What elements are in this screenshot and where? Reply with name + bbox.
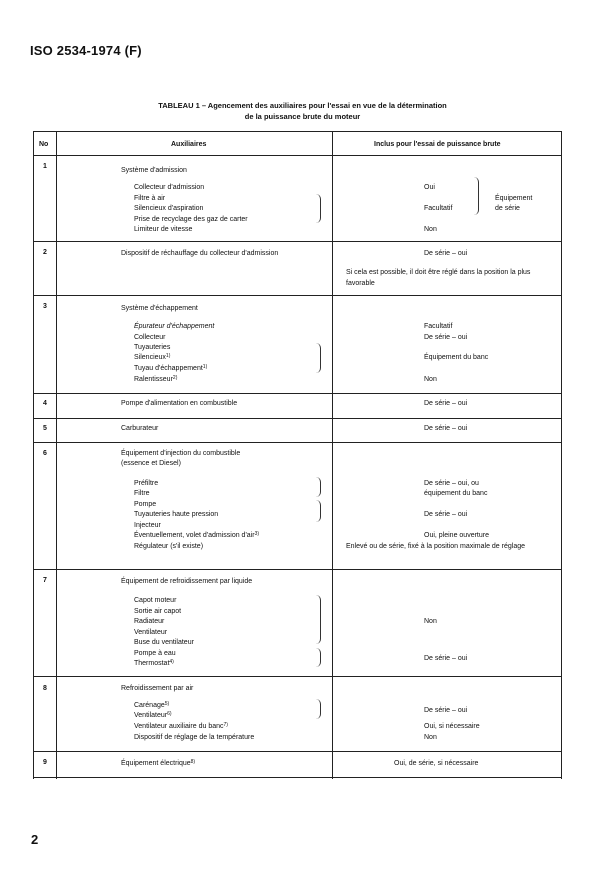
row-number: 8: [43, 685, 47, 692]
auxiliary-item-text: Silencieux: [134, 354, 166, 361]
row-divider: [34, 295, 561, 296]
footnote-ref: 4): [169, 659, 174, 665]
inclusion-value: équipement du banc: [424, 490, 488, 497]
auxiliary-item: [134, 702, 169, 710]
table-caption-line2: de la puissance brute du moteur: [244, 112, 361, 121]
inclusion-value: Équipement du banc: [424, 354, 489, 361]
row-divider: [34, 241, 561, 242]
auxiliary-item: Régulateur (s'il existe): [134, 543, 204, 550]
inclusion-value: De série – oui: [424, 425, 468, 432]
inclusion-value: De série – oui: [424, 655, 468, 662]
auxiliary-item: [134, 376, 177, 384]
brace: [316, 194, 321, 223]
auxiliary-item: Injecteur: [134, 522, 161, 529]
inclusion-value: Facultatif: [424, 323, 453, 330]
row-title-text: Équipement électrique: [121, 760, 191, 767]
brace: [316, 699, 321, 719]
inclusion-value: De série – oui: [424, 707, 468, 714]
inclusion-value: Oui, pleine ouverture: [424, 532, 489, 539]
row-subtitle: (essence et Diesel): [121, 460, 181, 467]
inclusion-value: Non: [424, 226, 437, 233]
inclusion-value: De série – oui: [424, 400, 468, 407]
row-divider: [34, 676, 561, 677]
footnote-ref: 7): [223, 722, 228, 728]
row-title: Carburateur: [121, 425, 159, 432]
column-divider: [56, 132, 57, 779]
brace: [316, 648, 321, 667]
row-title: Dispositif de réchauffage du collecteur d'admission: [121, 250, 279, 257]
brace: [316, 343, 321, 373]
auxiliary-item: Filtre à air: [134, 195, 166, 202]
brace: [474, 177, 479, 215]
footnote-ref: 5): [164, 701, 170, 707]
auxiliary-item: Collecteur d'admission: [134, 184, 205, 191]
auxiliary-item: Tuyauteries haute pression: [134, 511, 219, 518]
row-number: 3: [43, 303, 47, 310]
auxiliary-item: Silencieux d'aspiration: [134, 205, 204, 212]
table-caption-line1: TABLEAU 1 – Agencement des auxiliaires pour l'essai en vue de la détermination: [158, 101, 447, 110]
auxiliary-item: Pompe à eau: [134, 650, 176, 657]
inclusion-value: Oui, de série, si nécessaire: [394, 760, 479, 767]
auxiliary-item: [134, 354, 170, 362]
footnote-ref: 3): [254, 531, 260, 537]
auxiliary-item-text: Éventuellement, volet d'admission d'air: [134, 532, 255, 539]
auxiliary-item: Buse du ventilateur: [134, 639, 194, 646]
inclusion-value: Oui: [424, 184, 435, 191]
row-number: 4: [43, 400, 47, 407]
auxiliary-item-text: Épurateur d'échappement: [134, 323, 215, 330]
page-number: 2: [31, 832, 39, 847]
auxiliary-item: Pompe: [134, 501, 157, 508]
footnote-ref: 1): [202, 364, 208, 370]
footnote-ref: 1): [165, 353, 171, 359]
auxiliary-item: [134, 323, 214, 331]
auxiliary-item: Limiteur de vitesse: [134, 226, 193, 233]
inclusion-value: Non: [424, 618, 437, 625]
auxiliary-item: [134, 712, 172, 720]
row-divider: [34, 418, 561, 419]
inclusion-value: Si cela est possible, il doit être réglé dans la position la plus favorable: [346, 269, 531, 287]
footnote-ref: 6): [167, 711, 172, 717]
inclusion-note: de série: [495, 205, 520, 212]
inclusion-value: De série – oui, ou: [424, 480, 479, 487]
auxiliary-item: Prise de recyclage des gaz de carter: [134, 216, 248, 223]
row-title: Système d'échappement: [121, 305, 198, 312]
auxiliary-item-text: Ventilateur: [134, 712, 168, 719]
brace: [316, 500, 321, 522]
auxiliary-item-text: Ventilateur auxiliaire du banc: [134, 723, 224, 730]
row-divider: [34, 442, 561, 443]
row-divider: [34, 569, 561, 570]
row-title: [121, 760, 195, 768]
auxiliary-item: Filtre: [134, 490, 150, 497]
auxiliary-item: Sortie air capot: [134, 608, 182, 615]
auxiliary-item: Ventilateur: [134, 629, 168, 636]
auxiliary-item: [134, 723, 228, 731]
auxiliary-item: [134, 532, 259, 540]
inclusion-value: De série – oui: [424, 511, 468, 518]
inclusion-value: De série – oui: [424, 250, 468, 257]
footnote-ref: 8): [190, 759, 196, 765]
row-number: 6: [43, 450, 47, 457]
inclusion-value: Oui, si nécessaire: [424, 723, 480, 730]
auxiliary-item: Dispositif de réglage de la température: [134, 734, 255, 741]
inclusion-value: Enlevé ou de série, fixé à la position maximale de réglage: [346, 543, 525, 550]
document-id: ISO 2534-1974 (F): [30, 43, 142, 58]
auxiliary-item: Préfiltre: [134, 480, 159, 487]
auxiliary-item: Capot moteur: [134, 597, 177, 604]
auxiliary-item-text: Ralentisseur: [134, 376, 173, 383]
footnote-ref: 2): [172, 375, 178, 381]
inclusion-note: Équipement: [495, 195, 533, 202]
row-number: 5: [43, 425, 47, 432]
row-number: 1: [43, 163, 47, 170]
auxiliary-item-text: Carénage: [134, 702, 165, 709]
auxiliary-item: [134, 365, 207, 373]
auxiliary-item: Radiateur: [134, 618, 165, 625]
auxiliary-item: Collecteur: [134, 334, 166, 341]
header-included: Inclus pour l'essai de puissance brute: [374, 141, 501, 148]
auxiliary-item: [134, 660, 174, 668]
brace: [316, 595, 321, 644]
auxiliary-item: Tuyauteries: [134, 344, 171, 351]
row-number: 7: [43, 577, 47, 584]
row-divider: [34, 777, 561, 778]
column-divider: [332, 132, 333, 779]
auxiliaries-table: [33, 131, 562, 779]
row-divider: [34, 155, 561, 156]
row-title: Équipement de refroidissement par liquide: [121, 578, 253, 585]
row-title: Refroidissement par air: [121, 685, 194, 692]
inclusion-value: Non: [424, 734, 437, 741]
row-title: Équipement d'injection du combustible: [121, 450, 241, 457]
row-number: 2: [43, 249, 47, 256]
inclusion-value: Facultatif: [424, 205, 453, 212]
header-auxiliaries: Auxiliaires: [171, 141, 207, 148]
inclusion-value: De série – oui: [424, 334, 468, 341]
row-title: Pompe d'alimentation en combustible: [121, 400, 238, 407]
auxiliary-item-text: Tuyau d'échappement: [134, 365, 203, 372]
brace: [316, 477, 321, 497]
inclusion-value: Non: [424, 376, 437, 383]
header-no: No: [39, 141, 49, 148]
row-number: 9: [43, 759, 47, 766]
row-divider: [34, 393, 561, 394]
row-title: Système d'admission: [121, 167, 187, 174]
auxiliary-item-text: Thermostat: [134, 660, 170, 667]
row-divider: [34, 751, 561, 752]
